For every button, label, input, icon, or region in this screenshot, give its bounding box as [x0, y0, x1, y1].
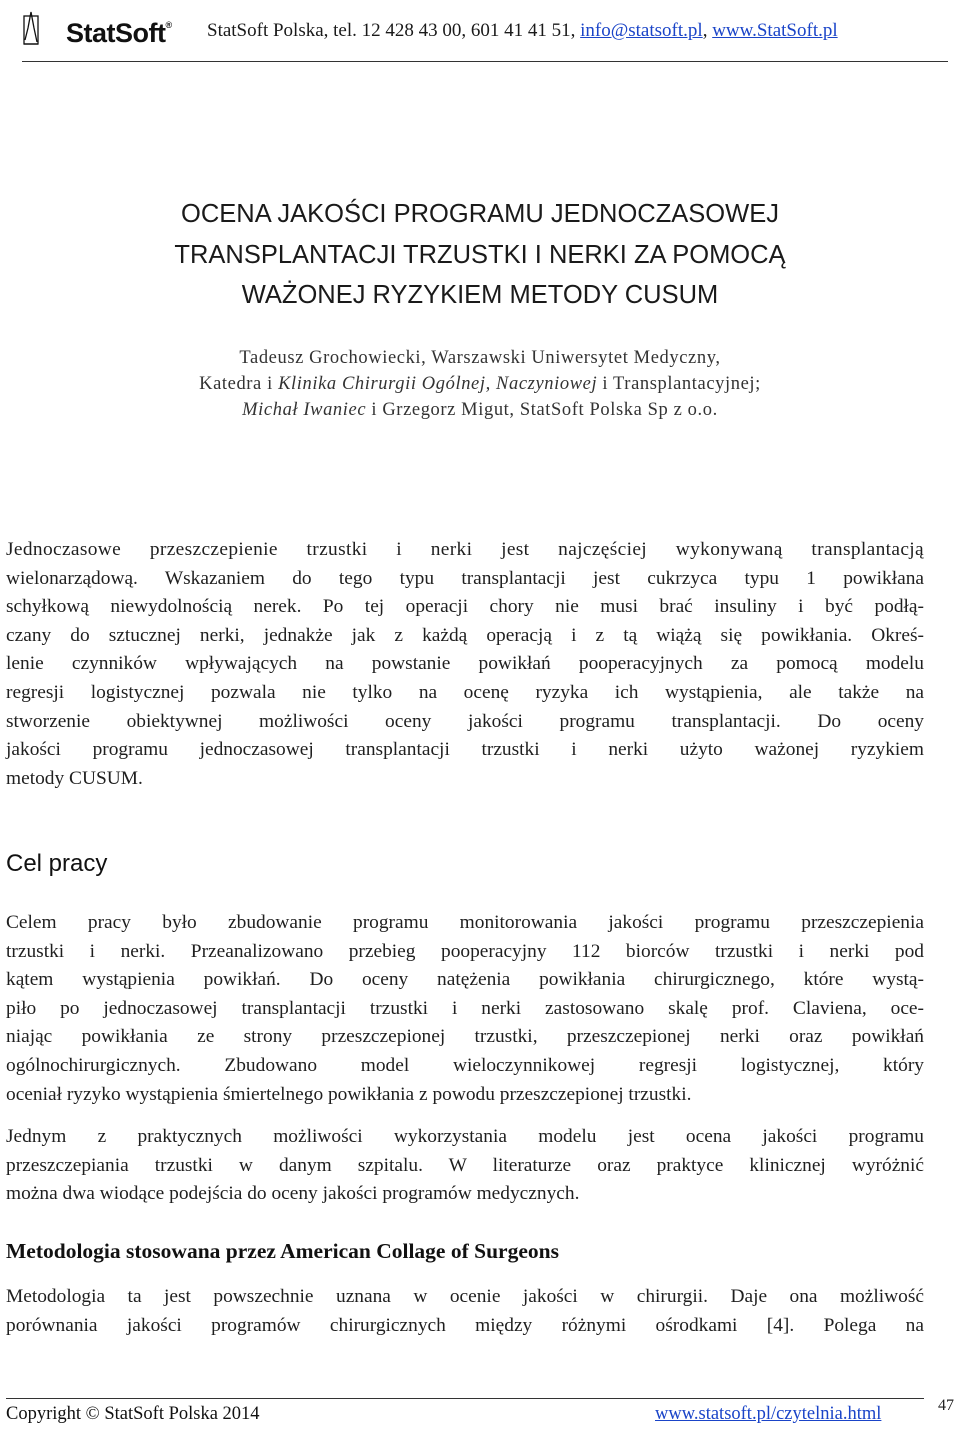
authors-line: Michał Iwaniec i Grzegorz Migut, StatSoft Polska Sp z o.o. [242, 400, 718, 420]
page-header [0, 0, 960, 64]
page-number: 47 [938, 1397, 954, 1414]
text-line: trzustki i nerki. Przeanalizowano przebieg pooperacyjny 112 biorców trzustki i nerki pod [6, 940, 924, 962]
text-line: schyłkową niewydolnością nerek. Po tej operacji chory nie musi brać insuliny i być podłą- [6, 596, 924, 618]
article-title [0, 194, 960, 316]
contact-text: StatSoft Polska, tel. 12 428 43 00, 601 41 41 51, [207, 20, 581, 41]
text-line: stworzenie obiektywnej możliwości oceny jakości programu transplantacji. Do oceny [6, 710, 924, 732]
logo-text: StatSoft® [66, 18, 172, 48]
section1-paragraph1 [6, 909, 924, 1109]
contact-separator: , [702, 20, 713, 41]
text-line: przeszczepiania trzustki w danym szpitalu. W literaturze oraz praktyce klinicznej wyróżnić [6, 1154, 924, 1176]
text-line: wielonarządową. Wskazaniem do tego typu transplantacji jest cukrzyca typu 1 powikłana [6, 567, 924, 589]
footer-link[interactable]: www.statsoft.pl/czytelnia.html [655, 1404, 882, 1424]
authors-line: Tadeusz Grochowiecki, Warszawski Uniwersytet Medyczny, [239, 348, 721, 368]
statsoft-logo [22, 6, 194, 52]
section2-paragraph [6, 1283, 924, 1340]
header-contact [207, 20, 838, 42]
intro-paragraph [6, 536, 924, 793]
footer-divider [6, 1398, 924, 1399]
title-line: TRANSPLANTACJI TRZUSTKI I NERKI ZA POMOCĄ [174, 240, 786, 269]
text-line: Metodologia ta jest powszechnie uznana w ocenie jakości w chirurgii. Daje ona możliwość [6, 1286, 924, 1307]
title-line: WAŻONEJ RYZYKIEM METODY CUSUM [241, 281, 719, 309]
text-line: oceniał ryzyko wystąpienia śmiertelnego powikłania z powodu przeszczepionej trzustki. [6, 1083, 692, 1105]
text-line: Celem pracy było zbudowanie programu monitorowania jakości programu przeszczepienia [6, 912, 924, 933]
text-line: ogólnochirurgicznych. Zbudowano model wieloczynnikowej regresji logistycznej, który [6, 1054, 924, 1076]
authors-line: Katedra i Klinika Chirurgii Ogólnej, Naczyniowej i Transplantacyjnej; [199, 374, 761, 394]
authors-block [0, 345, 960, 423]
footer-copyright: Copyright © StatSoft Polska 2014 [6, 1404, 260, 1424]
text-line: metody CUSUM. [6, 767, 143, 789]
text-line: lenie czynników wpływających na powstanie powikłań pooperacyjnych za pomocą modelu [6, 653, 924, 675]
text-line: czany do sztucznej nerki, jednakże jak z każdą operacją i z tą wiążą się powikłania. Okreś- [6, 624, 924, 646]
text-line: regresji logistycznej pozwala nie tylko na ocenę ryzyka ich wystąpienia, ale także na [6, 681, 924, 703]
email-link[interactable]: info@statsoft.pl [580, 20, 703, 41]
text-line: piło po jednoczasowej transplantacji trzustki i nerki zastosowano skalę prof. Claviena, oce- [6, 997, 924, 1019]
text-line: niając powikłania ze strony przeszczepionej trzustki, przeszczepionej nerki oraz powikłań [6, 1026, 924, 1048]
section1-paragraph2 [6, 1123, 924, 1209]
text-line: Jednoczasowe przeszczepienie trzustki i nerki jest najczęściej wykonywaną transplantacją [6, 539, 924, 560]
text-line: można dwa wiodące podejścia do oceny jakości programów medycznych. [6, 1183, 580, 1205]
text-line: porównania jakości programów chirurgicznych między różnymi ośrodkami [4]. Polega na [6, 1314, 924, 1336]
title-line: OCENA JAKOŚCI PROGRAMU JEDNOCZASOWEJ [181, 200, 779, 228]
chart-logo-icon [22, 6, 62, 52]
website-link[interactable]: www.StatSoft.pl [712, 20, 838, 41]
section-heading-cel-pracy: Cel pracy [6, 850, 108, 877]
text-line: kątem wystąpienia powikłań. Do oceny natężenia powikłania chirurgicznego, które wystą- [6, 969, 924, 991]
section-heading-metodologia: Metodologia stosowana przez American Collage of Surgeons [6, 1239, 559, 1263]
text-line: jakości programu jednoczasowej transplantacji trzustki i nerki użyto ważonej ryzykiem [6, 739, 924, 761]
text-line: Jednym z praktycznych możliwości wykorzystania modelu jest ocena jakości programu [6, 1126, 924, 1147]
header-divider [22, 61, 948, 62]
